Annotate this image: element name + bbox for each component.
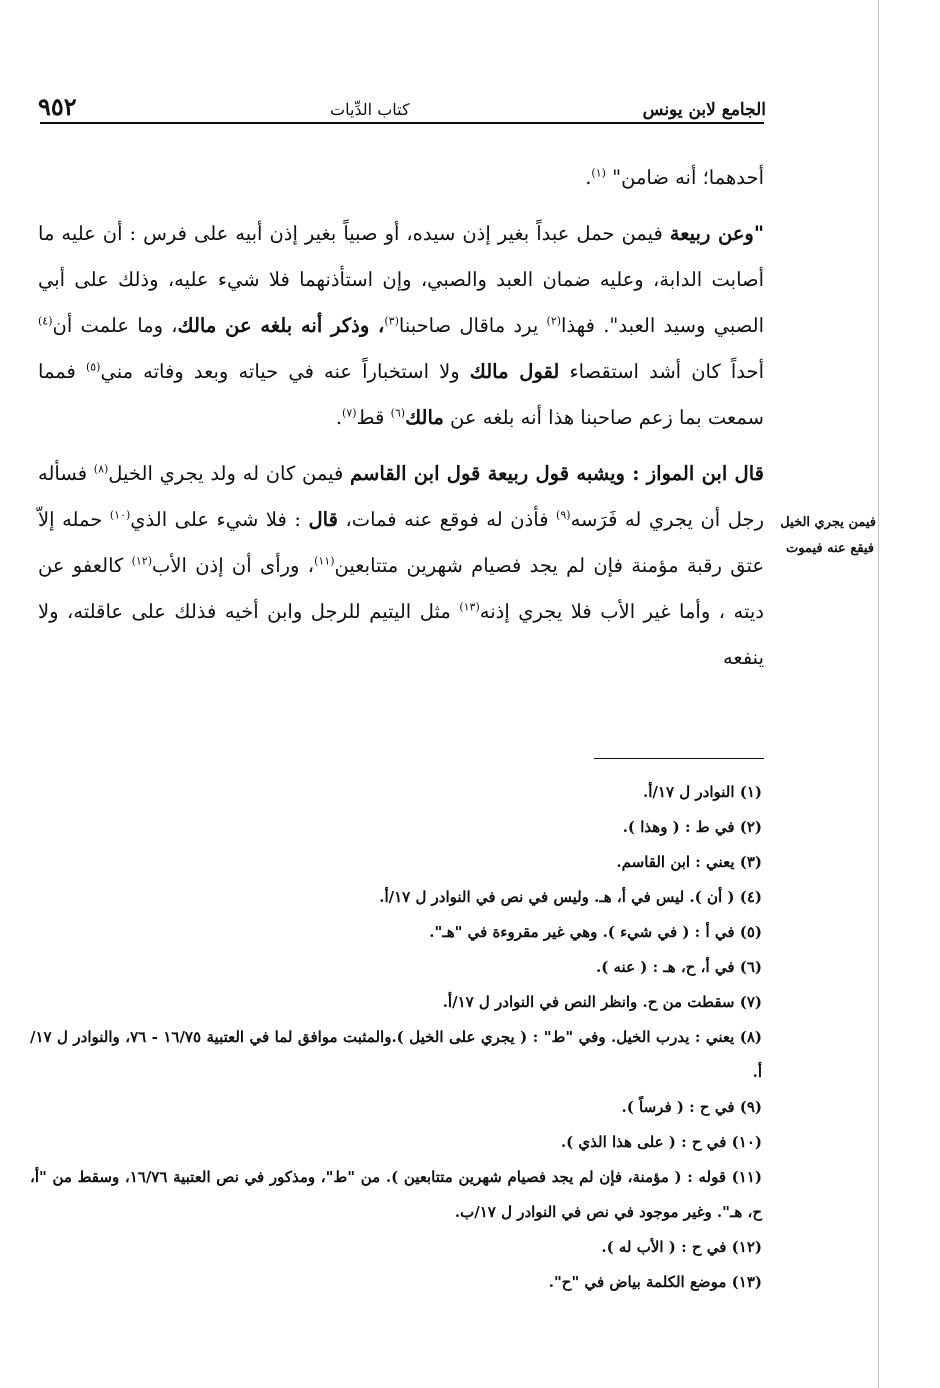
footnote: (٣) يعني : ابن القاسم. [616,853,762,871]
text-span: : فلا شيء على الذي [130,508,309,531]
text-span: أحدهما؛ أنه ضامن" [605,166,764,189]
footnote-ref: (٧) [342,406,357,420]
footnote: (٩) في ح : ( فرساً ). [621,1098,762,1116]
footnote: (١٠) في ح : ( على هذا الذي ). [560,1133,762,1151]
bold-text: ، وذكر أنه بلغه عن مالك [177,314,385,337]
footnote: (١) النوادر ل ١٧/أ. [643,783,762,801]
footnote-ref: (١) [591,166,606,180]
text-span: مثل اليتيم للرجل وابن أخيه فذلك على عاقلته، ولا ينفعه [38,600,764,669]
text-span: فيمن حمل عبداً بغير إذن سيده، أو صبياً بغير إذن أبيه على فرس : أن عليه ما أصابت الدابة، وعليه ضمان العبد والصبي، وإن استأذنهما فلا شيء عليه، وذلك على أبي الصبي وسيد العبد". فهذا [38,222,765,337]
page-number: ٩٥٢ [38,92,77,121]
paragraph-2 [38,211,764,441]
text-span: . [335,406,343,429]
footnote: (٢) في ط : ( وهذا ). [622,818,762,836]
footnote: (١٢) في ح : ( الأب له ). [601,1238,762,1256]
footnote-ref: (١١) [314,554,335,568]
footnote: (١٣) موضع الكلمة بياض في "ح". [548,1273,762,1291]
text-span: ، ورأى أن إذن الأب [152,554,315,577]
text-span: يرد ماقال صاحبنا [398,314,547,337]
header-rule [40,122,764,124]
text-span: فمما سمعت بما زعم صاحبنا هذا أنه بلغه عن [38,360,764,429]
bold-text: قال ابن المواز : ويشبه قول ربيعة قول ابن القاسم [350,462,764,485]
footnote-ref: (٥) [85,360,101,374]
footnote: (٨) يعني : يدرب الخيل. وفي "ط" : ( يجري على الخيل ).والمثبت موافق لما في العتبية ١٦/٧٥ - ٧٦، والنوادر ل ١٧/أ. [30,1028,763,1081]
footnote-ref: (٩) [556,508,571,522]
bold-text: مالك [405,406,444,429]
text-span: فأذن له فوقع عنه فمات، [337,508,557,531]
page-edge-line [878,0,879,1388]
footnote-ref: (١٣) [459,600,480,614]
text-span: ولا استخباراً عنه في حياته وبعد وفاته مني [100,360,470,383]
bold-text: "وعن ربيعة [669,222,765,245]
footnote-rule [594,758,764,759]
margin-note [780,510,876,562]
footnote: (١١) قوله : ( مؤمنة، فإن لم يجد فصيام شهرين متتابعين ). من "ط"، ومذكور في نص العتبية ١٦/٧٦، وسقط من "أ، ح، هـ". وغير موجود في نص في النوادر ل ١٧/ب. [30,1168,762,1221]
margin-note-line: فيقع عنه فيموت [786,541,874,556]
footnote-ref: (٦) [390,406,406,420]
footnote-ref: (٨) [93,462,109,476]
footnote: (٤) ( أن ). ليس في أ، هـ. وليس في نص في النوادر ل ١٧/أ. [379,888,762,906]
bold-text: لقول مالك [469,360,560,383]
footnotes [30,775,762,1300]
text-span: فيمن كان له ولد يجري الخيل [108,462,351,485]
footnote-ref: (٣) [384,314,399,328]
text-span: كالعفو عن ديته ، وأما غير الأب فلا يجري إذنه [38,554,764,623]
chapter-title: كتاب الدِّيات [330,100,410,119]
footnote: (٦) في أ، ح، هـ : ( عنه ). [595,958,762,976]
bold-text: قال [308,508,338,531]
main-text [38,155,764,691]
text-span: حمله إلاّ عتق رقبة مؤمنة فإن لم يجد فصيام شهرين متتابعين [38,508,764,577]
book-title: الجامع لابن يونس [642,100,766,120]
footnote: (٧) سقطت من ح. وانظر النص في النوادر ل ١٧/أ. [442,993,762,1011]
footnote-ref: (١٢) [131,554,153,568]
footnote-ref: (١٠) [109,508,131,522]
footnote-ref: (٢) [546,314,562,328]
text-span: ، وما علمت أن [52,314,178,337]
footnote-ref: (٤) [38,314,53,328]
footnote: (٥) في أ : ( في شيء ). وهي غير مقروءة في "هـ". [429,923,762,941]
text-span: فسأله رجل أن يجري له فَرَسه [38,462,764,531]
text-span: أحداً كان أشد استقصاء [559,360,764,383]
text-span: . [585,166,592,189]
text-span: قط [356,406,391,429]
paragraph-3 [38,451,764,681]
paragraph-1 [38,155,764,201]
margin-note-line: فيمن يجري الخيل [780,515,876,530]
